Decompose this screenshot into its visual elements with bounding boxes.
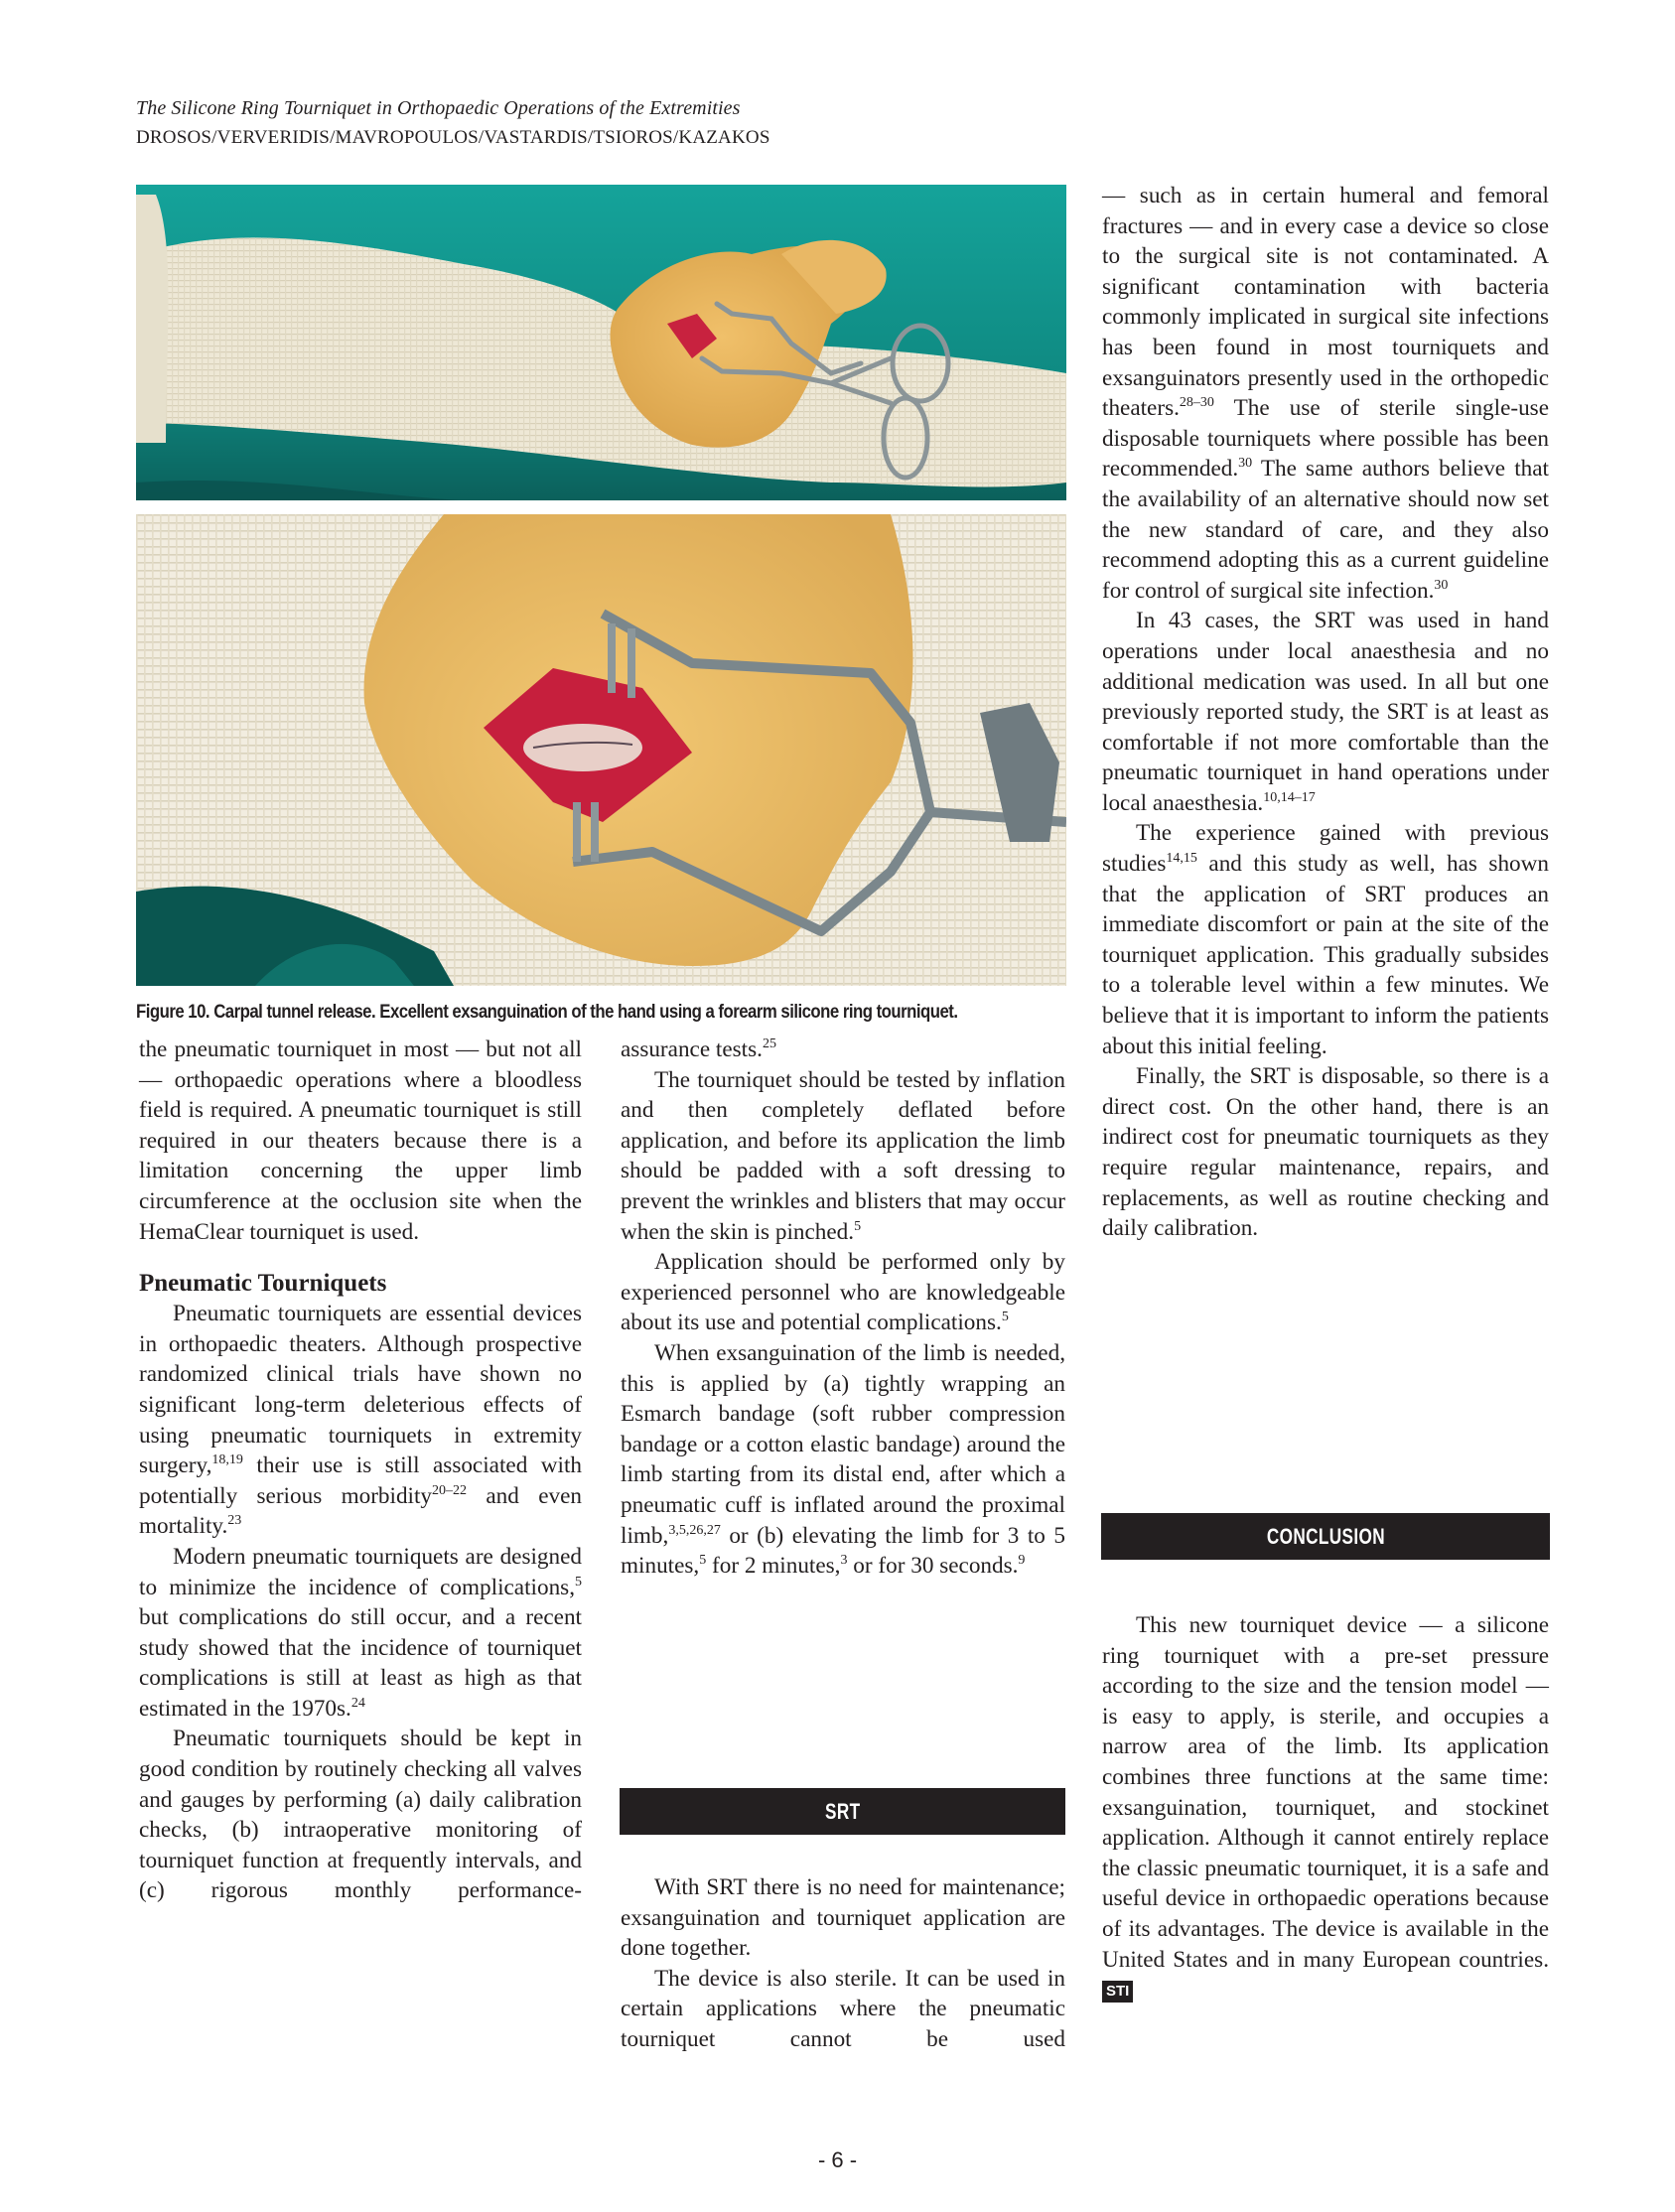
citation-ref: 30 (1238, 456, 1253, 472)
citation-ref: 23 (227, 1513, 242, 1529)
srt-section-text (621, 1872, 1065, 2055)
left-column (139, 1035, 582, 1906)
paragraph: the pneumatic tourniquet in most — but not all — orthopaedic operations where a bloodless field is required. A pneumatic tourniquet is still required in our theaters because there is a limitation concerning the upper limb circumference at the occlusion site when the HemaClear tourniquet is used. (139, 1037, 582, 1245)
citation-ref: 24 (350, 1695, 365, 1711)
section-banner-conclusion: CONCLUSION (1101, 1513, 1550, 1560)
paragraph: Pneumatic tourniquets should be kept in good condition by routinely checking all valves and gauges by performing (a) daily calibration checks, (b) intraoperative monitoring of tourniquet function at frequently intervals, and (c) rigorous monthly performance- (139, 1726, 582, 1904)
paragraph: This new tourniquet device — a silicone ring tourniquet with a pre-set pressure according to the size and the tension model — is easy to apply, is sterile, and occupies a narrow area of the limb. Its application combines three functions at the same time: exsanguination, tourniquet, and stockinet application. Although it cannot entirely replace the classic pneumatic tourniquet, it is a safe and useful device in orthopaedic operations because of its advantages. The device is available in the United States and in many European countries. STI (1102, 1610, 1549, 2005)
right-column (1102, 181, 1549, 1244)
running-authors: DROSOS/VERVERIDIS/MAVROPOULOS/VASTARDIS/TSIOROS/KAZAKOS (136, 127, 770, 148)
citation-ref: 10,14–17 (1263, 789, 1316, 805)
paragraph: Modern pneumatic tourniquets are designed to minimize the incidence of complications,$^5$ but complications do still occur, and a recent study showed that the incidence of tourniquet complications is still at least as high as that estimated in the 1970s.$^{24}$ (139, 1543, 582, 1722)
paragraph: The device is also sterile. It can be used in certain applications where the pneumatic tourniquet cannot be used (621, 1965, 1065, 2052)
citation-ref: 28–30 (1179, 395, 1214, 411)
paragraph: Finally, the SRT is disposable, so there is a direct cost. On the other hand, there is an indirect cost for pneumatic tourniquets as they require regular maintenance, repairs, and replacements, as well as routine checking and daily calibration. (1102, 1063, 1549, 1242)
carpal-tunnel-photo-graphic (136, 514, 1066, 986)
citation-ref: 20–22 (432, 1482, 468, 1498)
citation-ref: 14,15 (1166, 851, 1197, 867)
citation-ref: 5 (699, 1553, 707, 1569)
citation-ref: 5 (854, 1218, 862, 1234)
end-of-article-mark: STI (1102, 1981, 1133, 2003)
citation-ref: 5 (1001, 1310, 1009, 1325)
citation-ref: 25 (762, 1037, 776, 1051)
conclusion-section-text (1102, 1610, 1549, 2005)
citation-ref: 30 (1434, 577, 1449, 593)
figure-caption: Figure 10. Carpal tunnel release. Excellent exsanguination of the hand using a forearm silicone ring tourniquet. (136, 1001, 958, 1023)
paragraph: Application should be performed only by experienced personnel who are knowledgeable about its use and potential complications.$^5$ (621, 1249, 1065, 1336)
forearm-photo-graphic (136, 185, 1066, 504)
paragraph: With SRT there is no need for maintenance; exsanguination and tourniquet application are done together. (621, 1874, 1065, 1962)
paragraph: When exsanguination of the limb is needed, this is applied by (a) tightly wrapping an Esmarch bandage (soft rubber compression bandage or a cotton elastic bandage) around the limb starting from its distal end, after which a pneumatic cuff is inflated around the proximal limb,$^{3,5,26,27}$ or (b) elevating the limb for 3 to 5 minutes,$^5$ for 2 minutes,$^3$ or for 30 seconds.$^9$ (621, 1339, 1065, 1580)
page-number: - 6 - (817, 2147, 858, 2172)
citation-ref: 3,5,26,27 (668, 1522, 721, 1538)
middle-column (621, 1035, 1065, 1582)
paragraph: Pneumatic tourniquets are essential devices in orthopaedic theaters. Although prospective randomized clinical trials have shown no significant long-term deleterious effects of using pneumatic tourniquets in extremity surgery,$^{18,19}$ their use is still associated with potentially serious morbidity$^{20-22}$ and even mortality.$^{23}$ (139, 1301, 582, 1540)
figure-photo-forearm (136, 185, 1066, 504)
section-banner-srt: SRT (620, 1788, 1065, 1835)
citation-ref: 3 (840, 1553, 848, 1569)
figure-photo-carpal-tunnel (136, 514, 1066, 986)
paragraph: In 43 cases, the SRT was used in hand operations under local anaesthesia and no additional medication was used. In all but one previously reported study, the SRT is at least as comfortable if not more comfortable than the pneumatic tourniquet in hand operations under local anaesthesia.$^{10,14-17}$ (1102, 608, 1549, 816)
paragraph: The experience gained with previous studies$^{14,15}$ and this study as well, has shown that the application of SRT produces an immediate discomfort or pain at the site of the tourniquet application. This gradually subsides to a tolerable level within a few minutes. We believe that it is important to inform the patients about this initial feeling. (1102, 820, 1549, 1059)
paragraph: The tourniquet should be tested by inflation and then completely deflated before application, and before its application the limb should be padded with a soft dressing to prevent the wrinkles and blisters that may occur when the skin is pinched.$^5$ (621, 1066, 1065, 1245)
paragraph: — such as in certain humeral and femoral fractures — and in every case a device so close to the surgical site is not contaminated. A significant contamination with bacteria commonly implicated in surgical site infections has been found in most tourniquets and exsanguinators presently used in the orthopedic theaters.$^{28-30}$ The use of sterile single-use disposable tourniquets where possible has been recommended.$^{30}$ The same authors believe that the availability of an alternative should now set the new standard of care, and they also recommend adopting this as a current guideline for control of surgical site infection.$^{30}$ (1102, 183, 1549, 604)
paragraph: assurance tests.$^{25}$ (621, 1037, 776, 1062)
section-heading-pneumatic-tourniquets: Pneumatic Tourniquets (139, 1270, 387, 1298)
citation-ref: 5 (575, 1574, 582, 1590)
running-title: The Silicone Ring Tourniquet in Orthopaedic Operations of the Extremities (136, 97, 741, 119)
citation-ref: 18,19 (211, 1452, 243, 1468)
citation-ref: 9 (1018, 1553, 1026, 1569)
